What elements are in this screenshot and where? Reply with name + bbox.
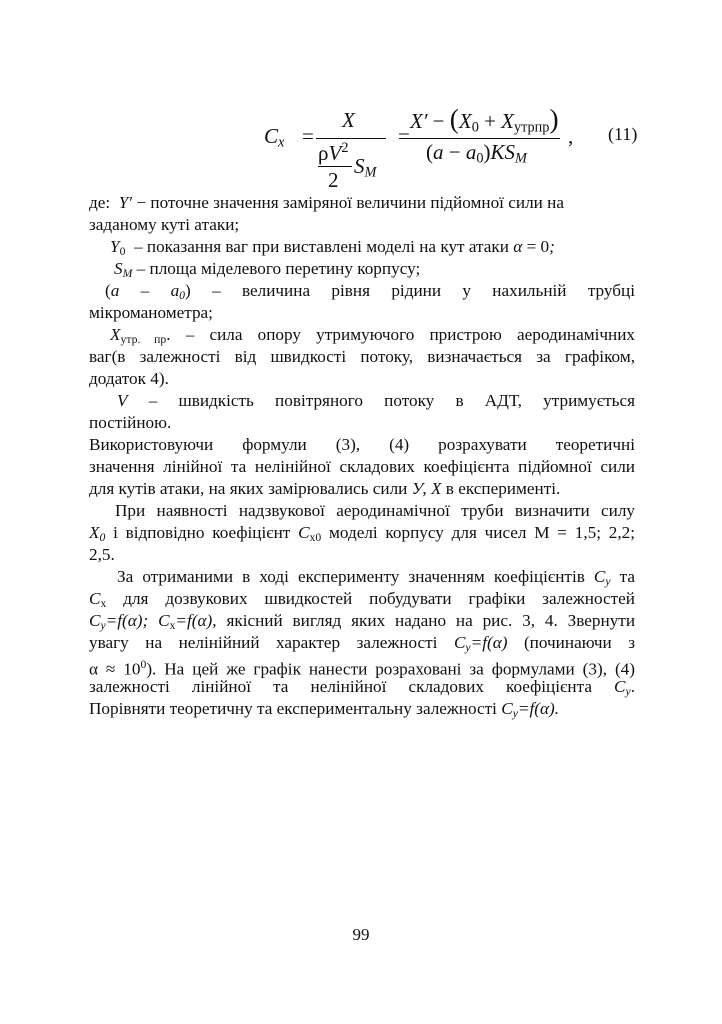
para1-line1: Використовуючи формули (3), (4) розрахувати теоретичні — [89, 435, 635, 454]
para3-line1: За отриманими в ході експерименту значенням коефіцієнтів $C_y$ та — [117, 567, 636, 588]
def-y0-line: $Y_0$ – показання ваг при виставлені моделі на кут атаки α = 0; — [110, 237, 555, 258]
para3-line6: залежності лінійної та нелінійної складових коефіцієнта $C_y$. — [89, 677, 635, 698]
def-xu-line: $X_{утр. пр}$. – сила опору утримуючого пристрою аеродинамічних — [110, 325, 636, 346]
formula-equals-1: = — [302, 124, 314, 148]
para2-line1: При наявності надзвукової аеродинамічної труби визначити силу — [115, 501, 635, 520]
formula-two: 2 — [328, 168, 339, 192]
formula-denominator-1: $\rho V^2$ — [318, 140, 349, 165]
para3-line4: увагу на нелінійний характер залежності $C_y=f(\alpha)$ (починаючи з — [89, 633, 636, 654]
equation-number: (11) — [608, 124, 638, 144]
formula-numerator-1: X — [342, 108, 355, 132]
def-sm-line: $S_M$ – площа міделевого перетину корпусу; — [114, 259, 421, 280]
para3-line7: Порівняти теоретичну та експериментальну залежності $C_y=f(\alpha)$. — [89, 699, 560, 720]
para2-line2: $X_0$ і відповідно коефіцієнт $C_{x0}$ моделі корпусу для чисел М = 1,5; 2,2; — [89, 523, 635, 544]
def-a-cont: мікроманометра; — [89, 303, 213, 322]
fraction-bar-inner — [318, 166, 352, 167]
para1-line3: для кутів атаки, на яких замірювались сили У, Х в експерименті. — [89, 479, 561, 498]
formula-numerator-2: $X' - (X_0 + X_{утрпр})$ — [410, 104, 559, 136]
para1-line2: значення лінійної та нелінійної складових коефіцієнта підйомної сили — [89, 457, 635, 476]
def-v-line: V – швидкість повітряного потоку в АДТ, утримується — [117, 391, 635, 410]
formula-denominator-2: $(a - a_0)KS_M$ — [426, 140, 527, 167]
para3-line5: $\alpha \approx 10^0$). На цей же графік нанести розраховані за формулами (3), (4) — [89, 658, 635, 679]
formula-sm: $S_M$ — [354, 154, 377, 181]
formula-comma: , — [568, 124, 574, 148]
page-number: 99 — [352, 925, 370, 944]
para3-line2: $C_x$ для дозвукових швидкостей побудувати графіки залежностей — [89, 589, 635, 610]
formula-11 — [262, 96, 662, 196]
formula-equals-2: = — [398, 124, 410, 148]
fraction-bar-2 — [408, 138, 560, 139]
fraction-bar-1 — [316, 138, 386, 139]
def-y-prime-cont: заданому куті атаки; — [89, 215, 240, 234]
def-v-cont: постійною. — [89, 413, 172, 432]
formula-lhs: $C_x$ — [264, 124, 285, 151]
def-y-prime-line: де: Y′ − поточне значення заміряної величини підйомної сили на — [89, 193, 564, 212]
def-a-line: $(a - a_0)$ – величина рівня рідини у нахильній трубці — [105, 281, 635, 302]
def-xu-cont-1: ваг(в залежності від швидкості потоку, визначається за графіком, — [89, 347, 635, 366]
para2-line3: 2,5. — [89, 545, 115, 564]
para3-line3: $C_y=f(\alpha)$; $C_x=f(\alpha)$, якісний вигляд яких надано на рис. 3, 4. Звернути — [89, 611, 636, 632]
def-xu-cont-2: додаток 4). — [89, 369, 169, 388]
